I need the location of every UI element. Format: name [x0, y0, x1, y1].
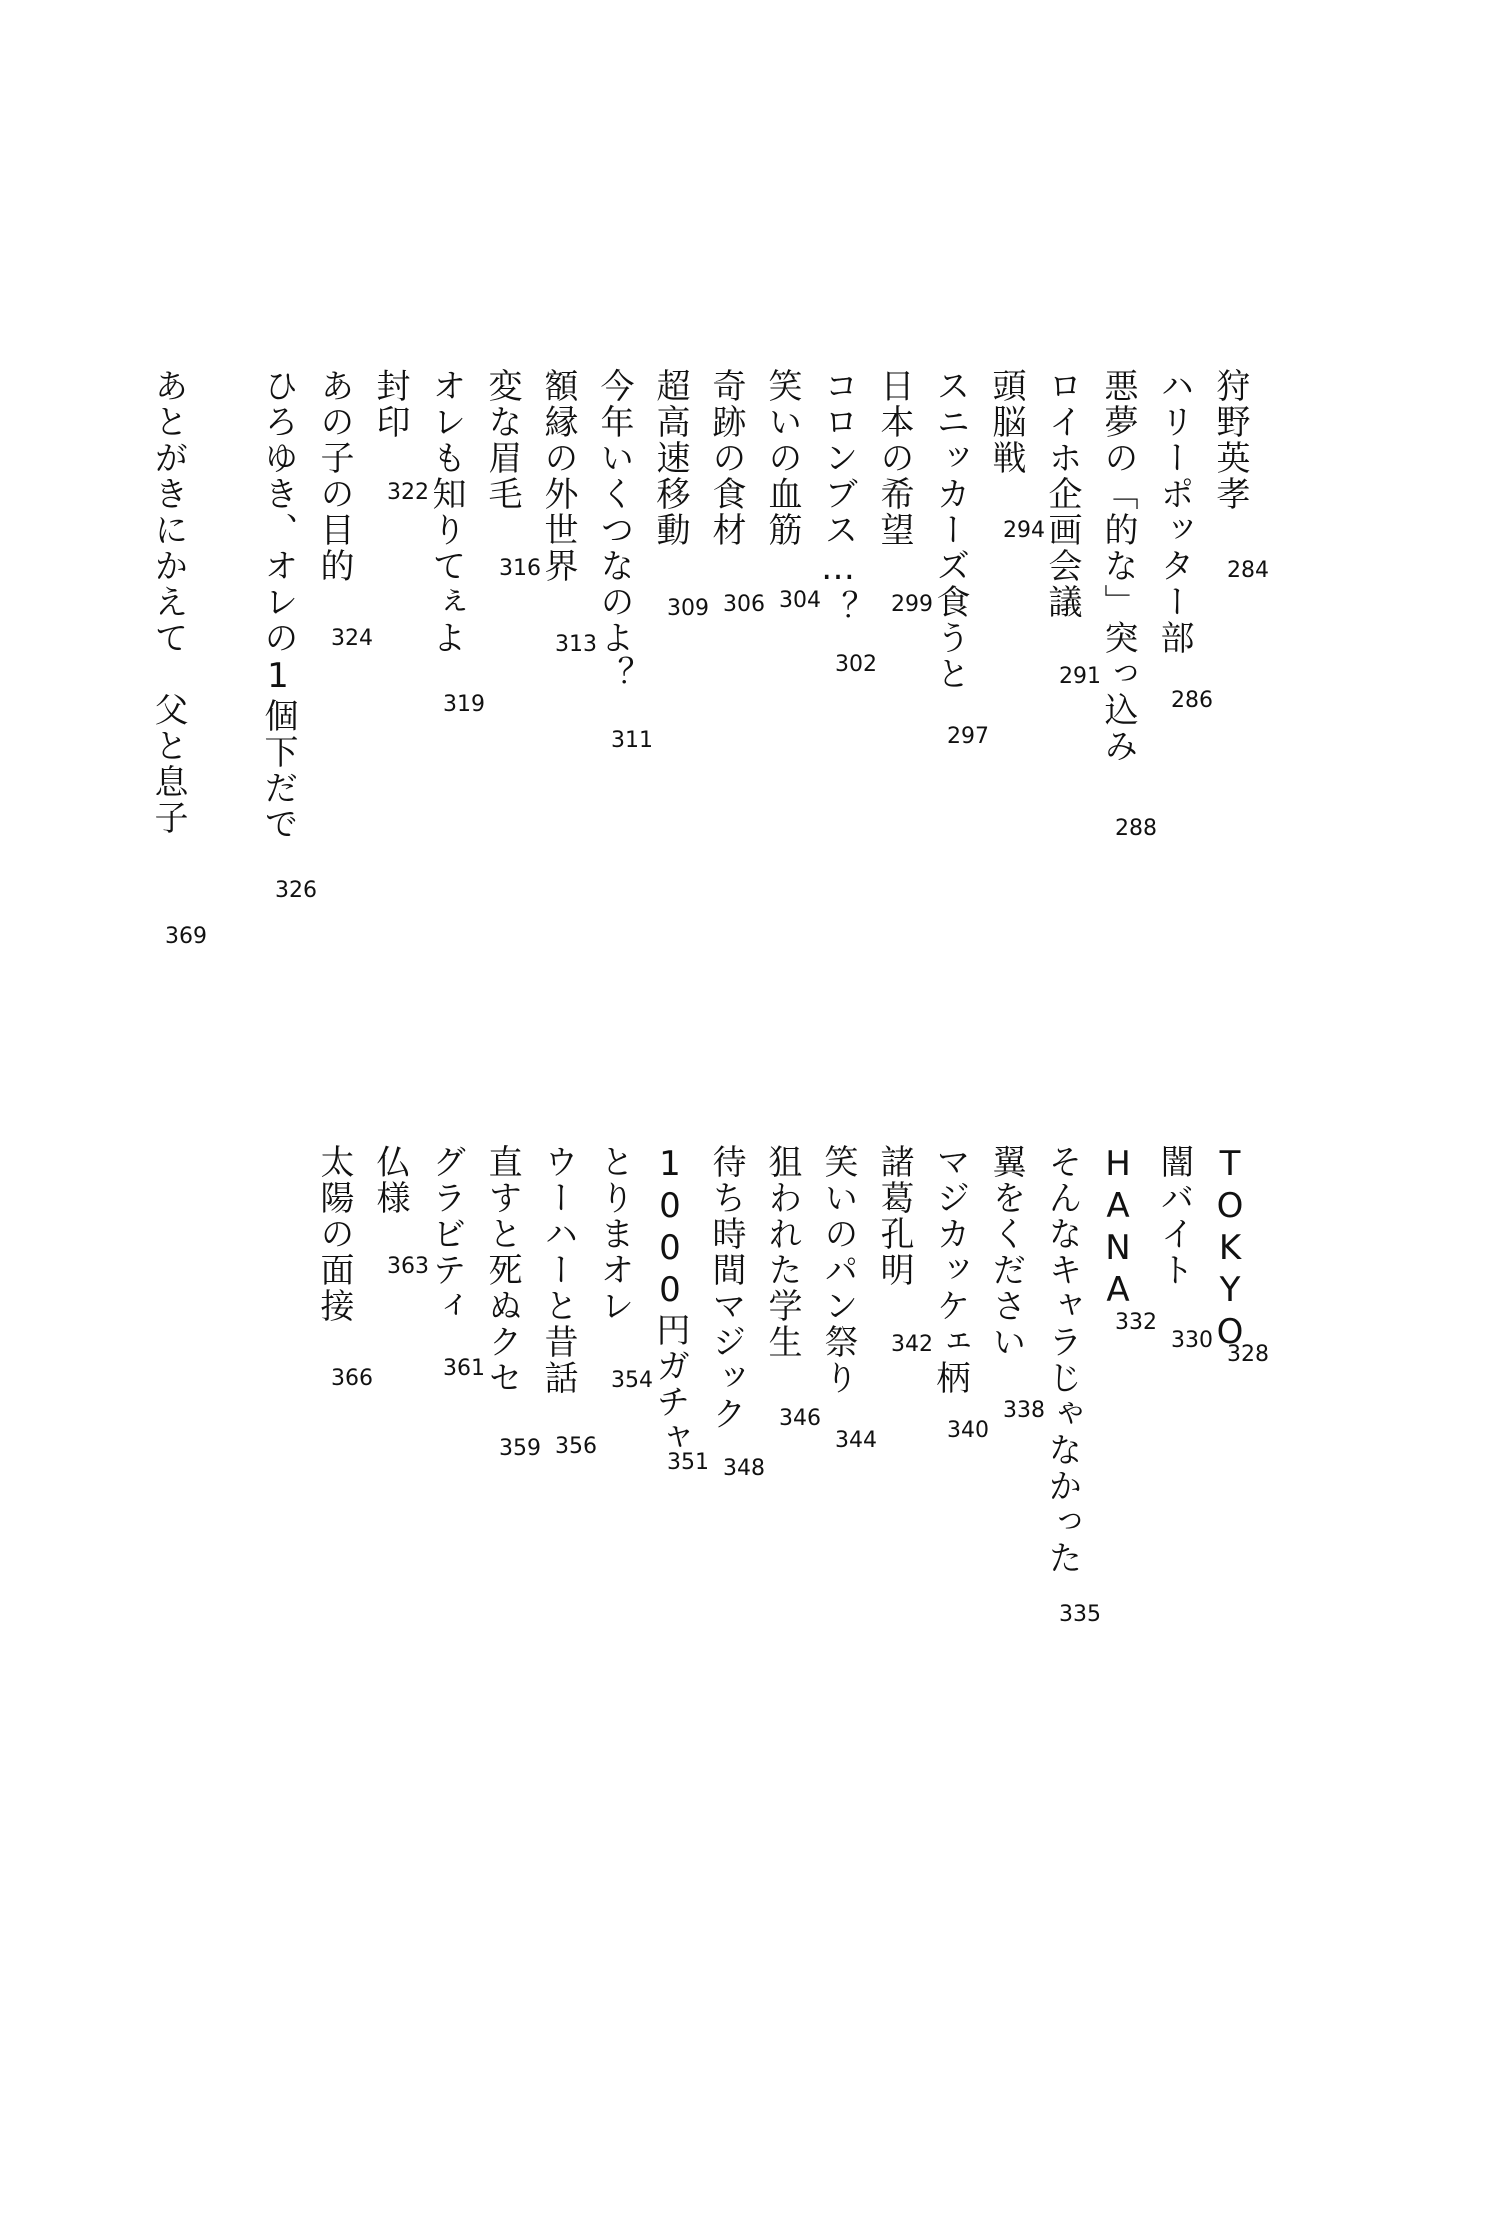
toc-entry-page: 369	[165, 924, 207, 949]
toc-entry-title: ロイホ企画会議	[1042, 368, 1082, 620]
toc-entry-page: 366	[331, 1366, 373, 1391]
toc-entry-page: 359	[499, 1436, 541, 1461]
toc-entry-page: 316	[499, 556, 541, 581]
toc-entry[interactable]	[930, 368, 989, 749]
toc-entry-title: ウーハーと昔話	[538, 1144, 578, 1396]
toc-entry-page: 346	[779, 1406, 821, 1431]
toc-entry-page: 297	[947, 724, 989, 749]
toc-entry[interactable]	[148, 368, 207, 949]
toc-entry[interactable]	[874, 1144, 933, 1357]
toc-entry[interactable]	[818, 1144, 877, 1453]
toc-entry[interactable]	[650, 368, 709, 621]
toc-entry-page: 306	[723, 592, 765, 617]
toc-entry-title: 額縁の外世界	[538, 368, 578, 584]
toc-entry[interactable]	[1098, 368, 1157, 841]
toc-entry-page: 354	[611, 1368, 653, 1393]
toc-entry-title: 待ち時間マジック	[706, 1144, 746, 1432]
toc-entry-page: 319	[443, 692, 485, 717]
toc-entry-title: 今年いくつなのよ？	[594, 368, 634, 692]
toc-entry[interactable]	[930, 1144, 989, 1443]
toc-entry-page: 309	[667, 596, 709, 621]
toc-entry-title: 1000円ガチャ	[650, 1144, 690, 1456]
toc-entry-page: 284	[1227, 558, 1269, 583]
toc-entry-page: 322	[387, 480, 429, 505]
toc-entry[interactable]	[1098, 1144, 1157, 1335]
toc-entry-page: 302	[835, 652, 877, 677]
toc-entry[interactable]	[370, 1144, 429, 1279]
toc-entry-title: コロンブス…？	[818, 368, 858, 626]
toc-entry-title: 諸葛孔明	[874, 1144, 914, 1288]
toc-entry[interactable]	[1154, 1144, 1213, 1353]
toc-entry-page: 342	[891, 1332, 933, 1357]
toc-entry-page: 332	[1115, 1310, 1157, 1335]
toc-entry[interactable]	[1042, 368, 1101, 689]
toc-bottom-block	[0, 1100, 1512, 1800]
toc-entry[interactable]	[314, 368, 373, 651]
toc-entry[interactable]	[594, 368, 653, 753]
toc-entry-page: 356	[555, 1434, 597, 1459]
toc-entry[interactable]	[426, 368, 485, 717]
toc-entry-page: 299	[891, 592, 933, 617]
toc-entry[interactable]	[706, 368, 765, 617]
toc-entry[interactable]	[538, 1144, 597, 1459]
toc-entry-title: 日本の希望	[874, 368, 914, 548]
toc-entry[interactable]	[258, 368, 317, 903]
toc-entry-title: 狙われた学生	[762, 1144, 802, 1360]
toc-entry[interactable]	[650, 1144, 709, 1475]
toc-entry[interactable]	[426, 1144, 485, 1381]
toc-entry-title: 太陽の面接	[314, 1144, 354, 1324]
toc-entry[interactable]	[594, 1144, 653, 1393]
toc-entry[interactable]	[1210, 368, 1269, 583]
toc-entry-title: 笑いの血筋	[762, 368, 802, 548]
toc-entry[interactable]	[1210, 1144, 1269, 1367]
toc-entry-page: 304	[779, 588, 821, 613]
toc-entry-title: 闇バイト	[1154, 1144, 1194, 1288]
toc-entry-page: 348	[723, 1456, 765, 1481]
toc-entry[interactable]	[538, 368, 597, 657]
toc-entry[interactable]	[1154, 368, 1213, 713]
toc-entry[interactable]	[986, 368, 1045, 543]
toc-entry-title: スニッカーズ食うと	[930, 368, 970, 692]
toc-entry[interactable]	[762, 368, 821, 613]
toc-entry-title: そんなキャラじゃなかった	[1042, 1144, 1082, 1576]
toc-entry[interactable]	[1042, 1144, 1101, 1627]
toc-top-block	[0, 0, 1512, 1000]
toc-entry-title: あの子の目的	[314, 368, 354, 584]
toc-entry-title: 封印	[370, 368, 410, 440]
toc-entry-title: ハリーポッター部	[1154, 368, 1194, 656]
toc-entry-page: 286	[1171, 688, 1213, 713]
toc-entry[interactable]	[370, 368, 429, 505]
toc-entry[interactable]	[482, 1144, 541, 1461]
toc-entry-page: 288	[1115, 816, 1157, 841]
toc-entry[interactable]	[314, 1144, 373, 1391]
toc-entry-title: ひろゆき、オレの1個下だで	[258, 368, 298, 842]
toc-entry-page: 361	[443, 1356, 485, 1381]
toc-entry-page: 344	[835, 1428, 877, 1453]
toc-entry-title: 変な眉毛	[482, 368, 522, 512]
toc-entry-page: 324	[331, 626, 373, 651]
toc-entry-title: 悪夢の「的な」突っ込み	[1098, 368, 1138, 764]
toc-entry-title: 仏様	[370, 1144, 410, 1216]
toc-entry-title: 頭脳戦	[986, 368, 1026, 476]
toc-entry-title: オレも知りてぇよ	[426, 368, 466, 656]
toc-entry-title: とりまオレ	[594, 1144, 634, 1324]
toc-entry-page: 363	[387, 1254, 429, 1279]
toc-entry-title: 狩野英孝	[1210, 368, 1250, 512]
toc-entry-page: 294	[1003, 518, 1045, 543]
toc-entry[interactable]	[706, 1144, 765, 1481]
toc-entry-page: 311	[611, 728, 653, 753]
toc-entry-title: 奇跡の食材	[706, 368, 746, 548]
toc-entry-title: 笑いのパン祭り	[818, 1144, 858, 1396]
toc-entry-title: 翼をください	[986, 1144, 1026, 1360]
toc-entry-page: 291	[1059, 664, 1101, 689]
toc-entry-page: 340	[947, 1418, 989, 1443]
toc-entry-page: 313	[555, 632, 597, 657]
toc-entry-title: マジカッケェ柄	[930, 1144, 970, 1396]
toc-entry[interactable]	[874, 368, 933, 617]
toc-entry-page: 351	[667, 1450, 709, 1475]
toc-entry-title: HANA	[1098, 1144, 1138, 1312]
toc-entry-page: 338	[1003, 1398, 1045, 1423]
toc-entry-title: グラビティ	[426, 1144, 466, 1324]
toc-entry-title: TOKYO	[1210, 1144, 1250, 1354]
toc-entry[interactable]	[482, 368, 541, 581]
toc-entry-title: あとがきにかえて 父と息子	[148, 368, 188, 836]
toc-entry[interactable]	[762, 1144, 821, 1431]
toc-entry[interactable]	[818, 368, 877, 677]
toc-entry-page: 330	[1171, 1328, 1213, 1353]
toc-entry-page: 335	[1059, 1602, 1101, 1627]
toc-entry-title: 超高速移動	[650, 368, 690, 548]
toc-entry[interactable]	[986, 1144, 1045, 1423]
toc-entry-title: 直すと死ぬクセ	[482, 1144, 522, 1396]
toc-entry-page: 326	[275, 878, 317, 903]
toc-entry-page: 328	[1227, 1342, 1269, 1367]
